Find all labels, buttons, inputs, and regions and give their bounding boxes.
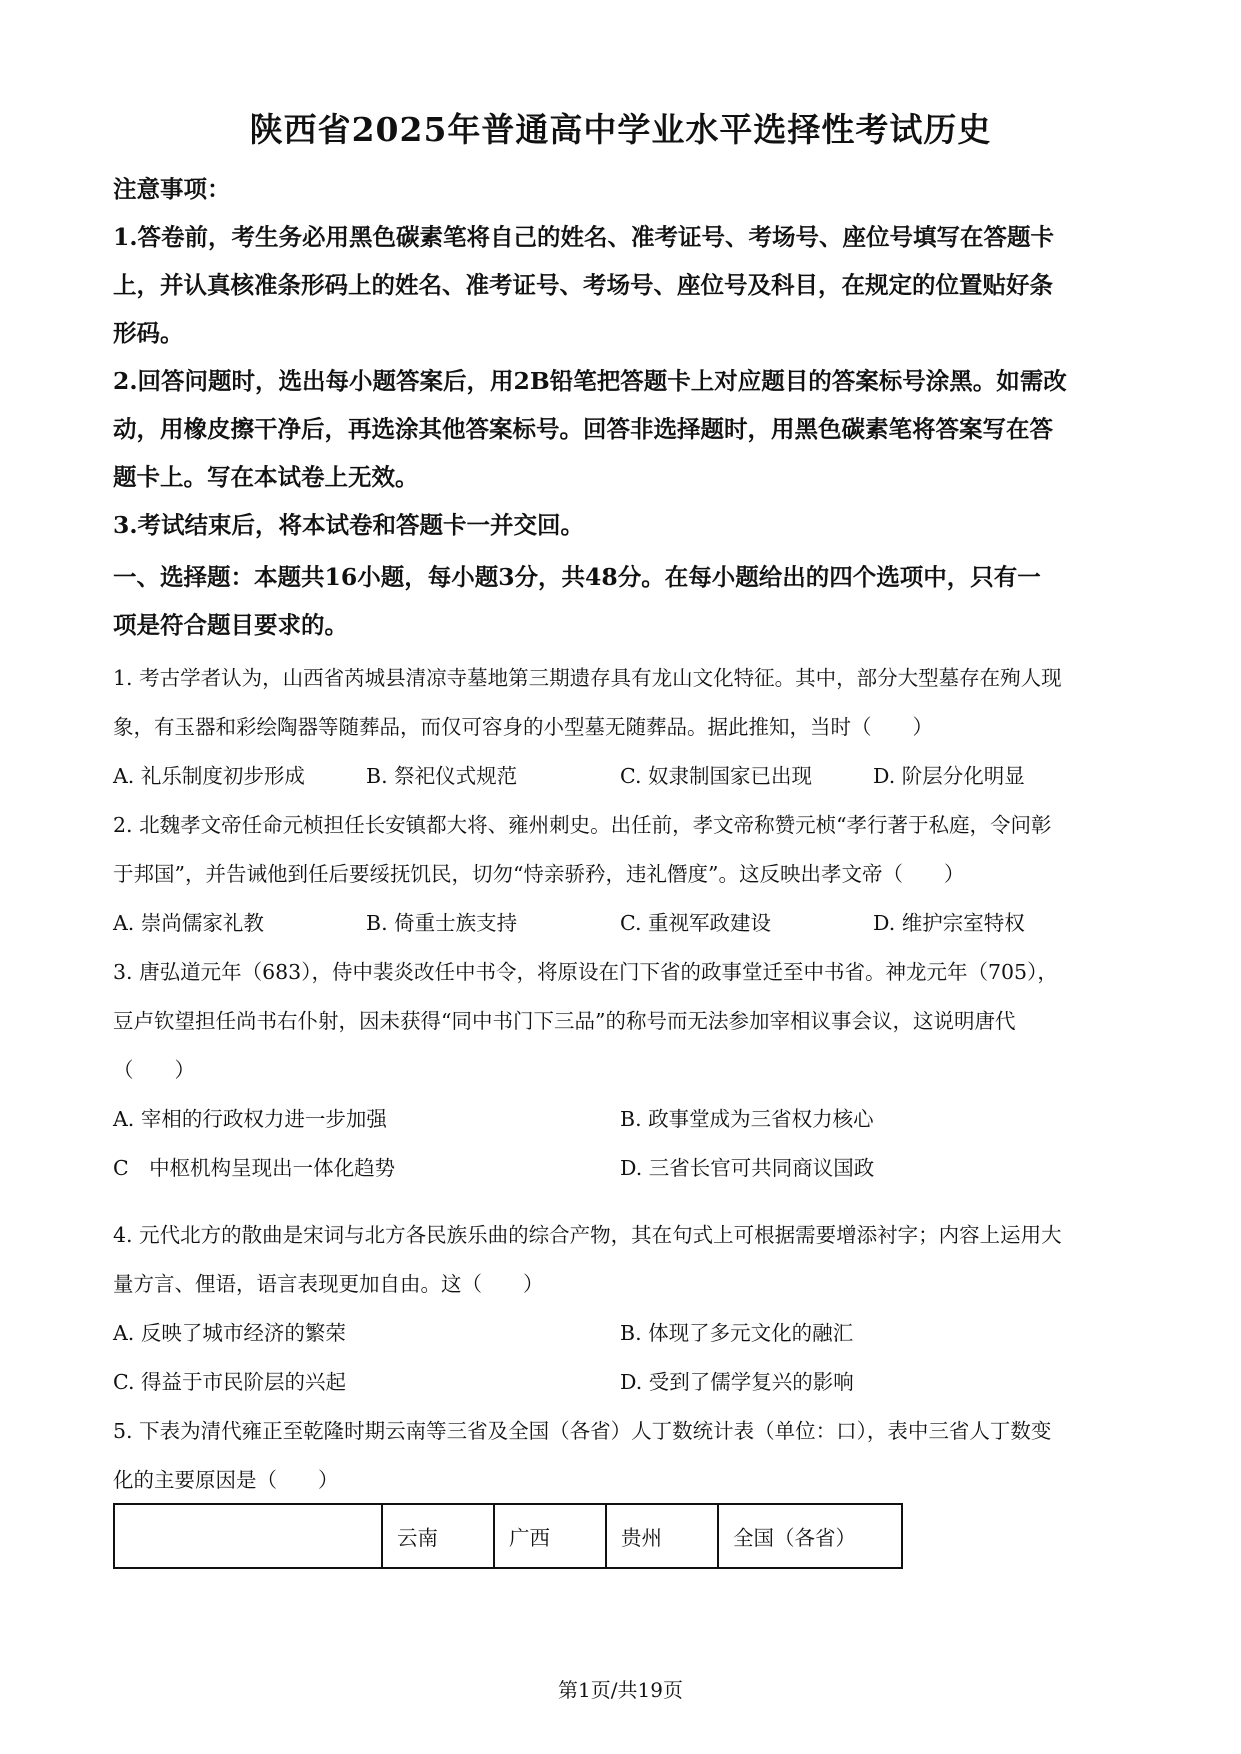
question-2-option-c: C. 重视军政建设 bbox=[620, 911, 771, 935]
question-3-option-b: B. 政事堂成为三省权力核心 bbox=[620, 1107, 874, 1131]
notice-heading: 注意事项： bbox=[113, 175, 231, 203]
question-3-option-a: A. 宰相的行政权力进一步加强 bbox=[113, 1107, 387, 1131]
table-header-cell: 全国（各省） bbox=[718, 1504, 902, 1568]
notice-line: 动，用橡皮擦干净后，再选涂其他答案标号。回答非选择题时，用黑色碳素笔将答案写在答 bbox=[113, 415, 1053, 443]
question-3-option-d: D. 三省长官可共同商议国政 bbox=[620, 1156, 875, 1180]
question-5-text: 5. 下表为清代雍正至乾隆时期云南等三省及全国（各省）人丁数统计表（单位：口），表中三省人丁数变 bbox=[113, 1419, 1052, 1443]
question-1-text: 1. 考古学者认为，山西省芮城县清凉寺墓地第三期遗存具有龙山文化特征。其中，部分大型墓存在殉人现 bbox=[113, 666, 1062, 690]
question-4-text: 量方言、俚语，语言表现更加自由。这（ ） bbox=[113, 1272, 544, 1296]
population-table bbox=[113, 1503, 903, 1569]
question-1-option-c: C. 奴隶制国家已出现 bbox=[620, 764, 812, 788]
notice-line: 题卡上。写在本试卷上无效。 bbox=[113, 463, 419, 491]
section-heading: 一、选择题：本题共16小题，每小题3分，共48分。在每小题给出的四个选项中，只有一 bbox=[113, 563, 1041, 591]
question-4-option-d: D. 受到了儒学复兴的影响 bbox=[620, 1370, 854, 1394]
section-heading: 项是符合题目要求的。 bbox=[113, 611, 348, 639]
question-3-text: 3. 唐弘道元年（683），侍中裴炎改任中书令，将原设在门下省的政事堂迁至中书省。神龙元年（705）， bbox=[113, 960, 1058, 984]
question-2-option-b: B. 倚重士族支持 bbox=[366, 911, 518, 935]
question-3-text: 豆卢钦望担任尚书右仆射，因未获得“同中书门下三品”的称号而无法参加宰相议事会议，这说明唐代 bbox=[113, 1009, 1016, 1033]
page-title: 陕西省2025年普通高中学业水平选择性考试历史 bbox=[249, 110, 992, 149]
table-header-cell: 广西 bbox=[494, 1504, 606, 1568]
question-4-option-c: C. 得益于市民阶层的兴起 bbox=[113, 1370, 346, 1394]
question-4-text: 4. 元代北方的散曲是宋词与北方各民族乐曲的综合产物，其在句式上可根据需要增添衬字；内容上运用大 bbox=[113, 1223, 1062, 1247]
question-3-option-c: C 中枢机构呈现出一体化趋势 bbox=[113, 1156, 396, 1180]
question-3-text: （ ） bbox=[113, 1058, 195, 1082]
question-2-text: 于邦国”，并告诫他到任后要绥抚饥民，切勿“恃亲骄矜，违礼僭度”。这反映出孝文帝（ ） bbox=[113, 862, 965, 886]
table-header-cell: 云南 bbox=[382, 1504, 494, 1568]
page-footer: 第1页/共19页 bbox=[558, 1678, 683, 1702]
question-4-option-a: A. 反映了城市经济的繁荣 bbox=[113, 1321, 346, 1345]
question-1-option-b: B. 祭祀仪式规范 bbox=[366, 764, 518, 788]
question-1-option-d: D. 阶层分化明显 bbox=[873, 764, 1025, 788]
table-header-cell: 贵州 bbox=[606, 1504, 718, 1568]
question-2-option-a: A. 崇尚儒家礼教 bbox=[113, 911, 264, 935]
question-2-text: 2. 北魏孝文帝任命元桢担任长安镇都大将、雍州刺史。出任前，孝文帝称赞元桢“孝行著于私庭，令问彰 bbox=[113, 813, 1052, 837]
question-4-option-b: B. 体现了多元文化的融汇 bbox=[620, 1321, 854, 1345]
notice-line: 上，并认真核准条形码上的姓名、准考证号、考场号、座位号及科目，在规定的位置贴好条 bbox=[113, 271, 1053, 299]
notice-line: 形码。 bbox=[113, 319, 184, 347]
question-1-text: 象，有玉器和彩绘陶器等随葬品，而仅可容身的小型墓无随葬品。据此推知，当时（ ） bbox=[113, 715, 933, 739]
notice-line: 2.回答问题时，选出每小题答案后，用2B铅笔把答题卡上对应题目的答案标号涂黑。如需改 bbox=[113, 367, 1067, 395]
table-header-row bbox=[114, 1504, 902, 1568]
question-1-option-a: A. 礼乐制度初步形成 bbox=[113, 764, 305, 788]
notice-line: 3.考试结束后，将本试卷和答题卡一并交回。 bbox=[113, 511, 585, 539]
notice-line: 1.答卷前，考生务必用黑色碳素笔将自己的姓名、准考证号、考场号、座位号填写在答题卡 bbox=[113, 223, 1055, 251]
table-header-cell bbox=[114, 1504, 382, 1568]
question-5-text: 化的主要原因是（ ） bbox=[113, 1468, 339, 1492]
question-2-option-d: D. 维护宗室特权 bbox=[873, 911, 1025, 935]
